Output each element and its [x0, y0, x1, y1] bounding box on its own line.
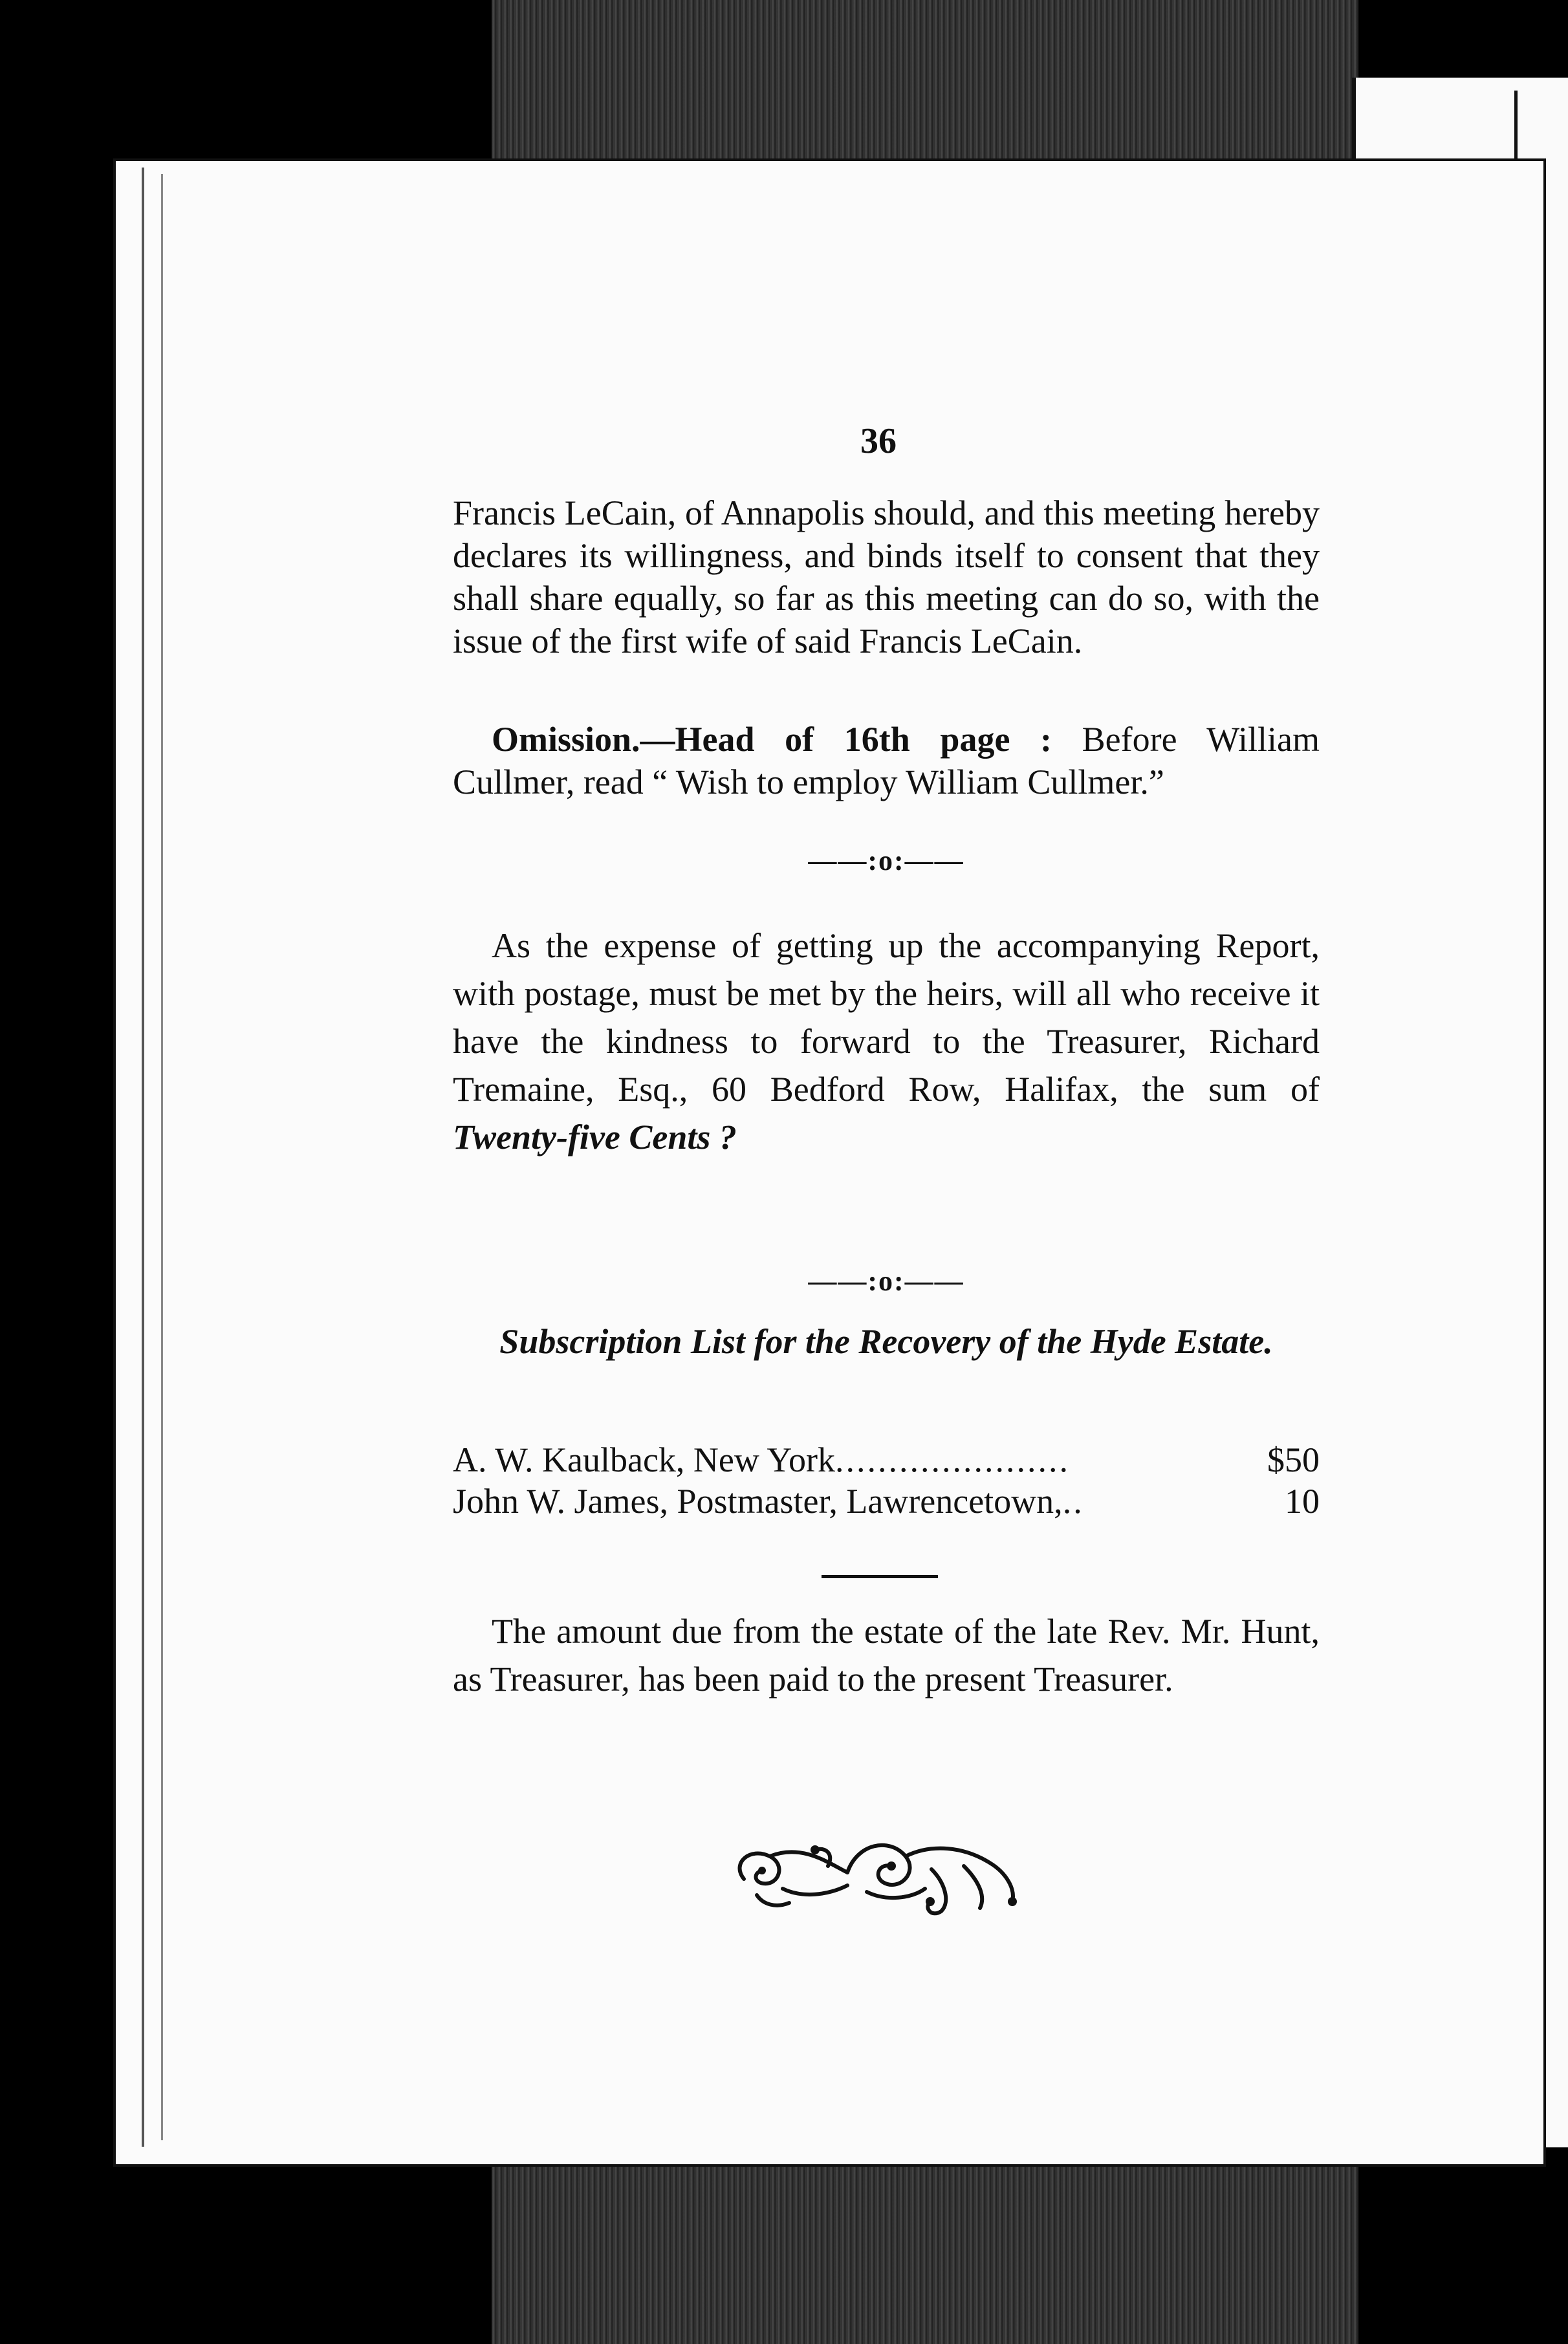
paragraph-expense — [453, 922, 1320, 1161]
list-item — [453, 1481, 1320, 1522]
paragraph-lecain: Francis LeCain, of Annapolis should, and this meeting hereby declares its willingness, and binds itself to consent that they shall share equally, so far as this meeting can do so, with the issue of the first wife of said Francis LeCain. — [453, 494, 1320, 660]
page-number: 36 — [860, 421, 897, 461]
scanner-background-bottom — [492, 2154, 1358, 2344]
omission-label: Omission.—Head of 16th page : — [492, 720, 1052, 759]
expense-text: As the expense of getting up the accompanying Report, with postage, must be met by the heirs, will all who receive it have the kindness to forward to the Treasurer, Richard Tremaine, Esq., 60 Bedford Row, Halifax, the sum of — [453, 926, 1320, 1109]
omission-text: Before William Cullmer, read “ Wish to employ William Cullmer.” — [453, 720, 1320, 801]
paragraph-omission — [453, 718, 1320, 803]
list-item — [453, 1439, 1320, 1481]
section-divider: ——:o:—— — [808, 845, 964, 876]
subscription-amount: 10 — [1285, 1482, 1320, 1521]
scroll-flourish-icon — [718, 1818, 1041, 1927]
subscription-amount: $50 — [1267, 1440, 1320, 1479]
page-stack-edge — [161, 174, 163, 2140]
leader-dots: .. — [1062, 1482, 1084, 1521]
section-divider: ——:o:—— — [808, 1265, 964, 1297]
subscriber-name: A. W. Kaulback, New York — [453, 1440, 835, 1479]
paragraph-amount-due: The amount due from the estate of the late Rev. Mr. Hunt, as Treasurer, has been paid to the present Treasurer. — [453, 1612, 1320, 1698]
subscription-list-title: Subscription List for the Recovery of the Hyde Estate. — [499, 1322, 1273, 1361]
leader-dots: ...................... — [834, 1440, 1070, 1479]
subscriber-name: John W. James, Postmaster, Lawrencetown, — [453, 1482, 1063, 1521]
short-rule-divider — [822, 1575, 938, 1578]
page-stack-edge — [142, 168, 144, 2147]
expense-amount: Twenty-five Cents ? — [453, 1118, 737, 1156]
subscription-list — [453, 1439, 1320, 1522]
scanner-background-top — [492, 0, 1358, 162]
